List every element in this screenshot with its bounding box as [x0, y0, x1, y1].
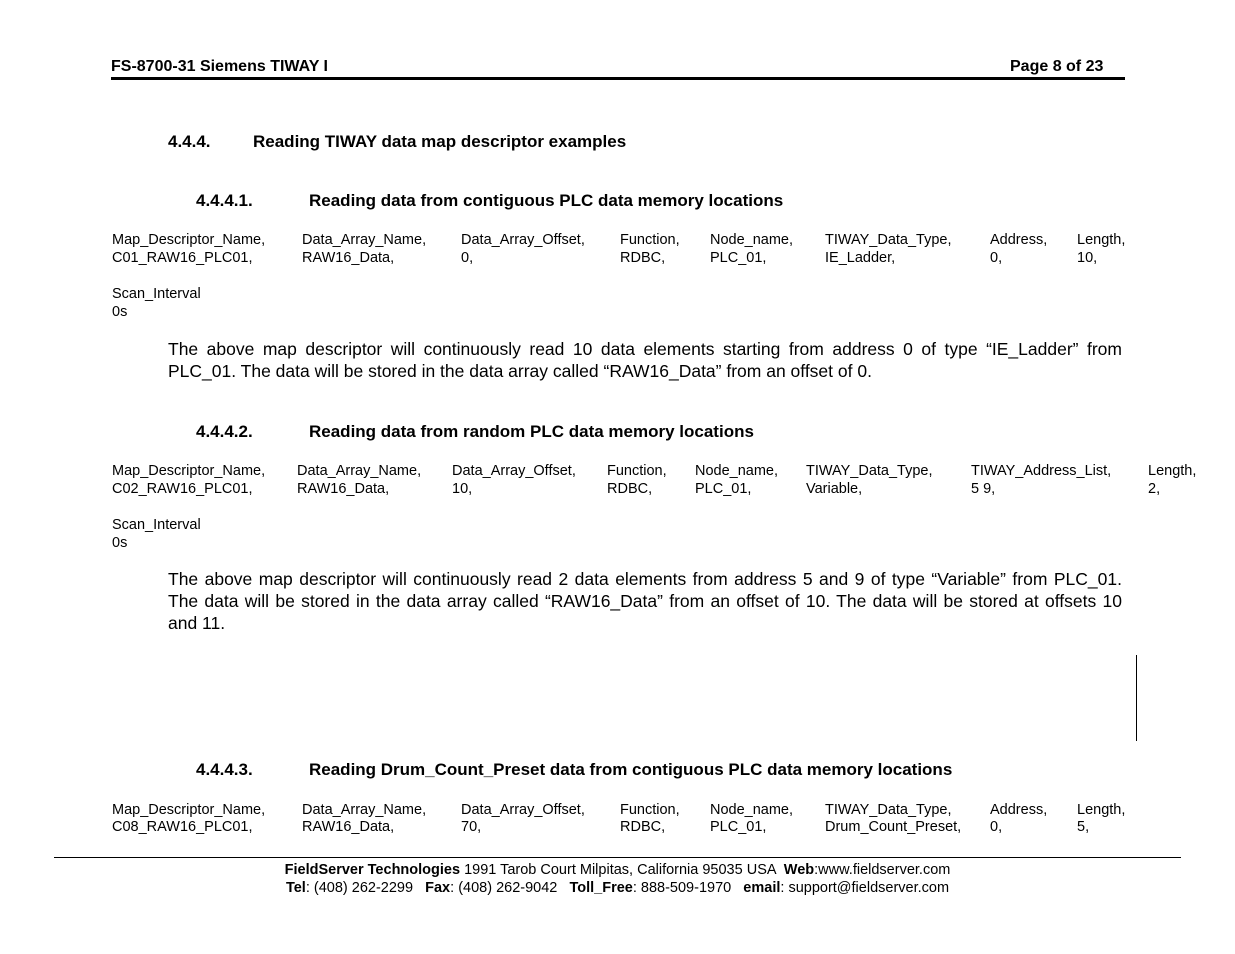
footer-line-1 — [0, 862, 1235, 878]
example-2-description: The above map descriptor will continuously read 2 data elements from address 5 and 9 of type “Variable” from PLC_01. The data will be stored in the data array called “RAW16_Data” from an offset of 10. The data will be stored at offsets 10 and 11. — [168, 569, 1122, 633]
md-field: Data_Array_Name, — [302, 232, 427, 248]
footer-tollfree-label: Toll_Free — [569, 880, 633, 896]
md-value: RDBC, — [620, 819, 666, 835]
md-field: Data_Array_Offset, — [452, 463, 576, 479]
md-value: RAW16_Data, — [302, 819, 395, 835]
md-field: Node_name, — [695, 463, 779, 479]
md-field: Function, — [607, 463, 667, 479]
md-value: 0s — [112, 535, 128, 551]
md-field: Data_Array_Offset, — [461, 232, 585, 248]
md-field: Length, — [1148, 463, 1197, 479]
md-value: PLC_01, — [710, 250, 767, 266]
md-field: Map_Descriptor_Name, — [112, 232, 266, 248]
md-value: 0, — [990, 250, 1003, 266]
example-3-number: 4.4.4.3. — [196, 760, 253, 779]
example-1-description: The above map descriptor will continuously read 10 data elements starting from address 0 of type “IE_Ladder” from PLC_01. The data will be stored in the data array called “RAW16_Data” from an offset of 0. — [168, 339, 1122, 381]
md-value: RAW16_Data, — [302, 250, 395, 266]
md-value: 5, — [1077, 819, 1090, 835]
example-2-number: 4.4.4.2. — [196, 422, 253, 441]
footer-tel: : (408) 262-2299 — [305, 880, 426, 896]
footer-line-2 — [0, 880, 1235, 896]
md-value: Variable, — [806, 481, 863, 497]
footer-tel-label: Tel — [285, 880, 306, 896]
footer-web-link[interactable]: :www.fieldserver.com — [814, 862, 951, 878]
md-value: PLC_01, — [710, 819, 767, 835]
footer-email-label: email — [743, 880, 781, 896]
md-value: 0s — [112, 304, 128, 320]
example-3-title: Reading Drum_Count_Preset data from contiguous PLC data memory locations — [309, 760, 953, 779]
md-field: TIWAY_Data_Type, — [806, 463, 933, 479]
md-value: 2, — [1148, 481, 1161, 497]
footer-address: 1991 Tarob Court Milpitas, California 95035 USA — [460, 862, 784, 878]
md-value: RAW16_Data, — [297, 481, 390, 497]
md-field: Function, — [620, 802, 680, 818]
example-2-title: Reading data from random PLC data memory locations — [309, 422, 754, 441]
page-number: Page 8 of 23 — [1010, 58, 1104, 75]
md-field: TIWAY_Address_List, — [971, 463, 1112, 479]
header-rule — [111, 77, 1125, 80]
md-field: Address, — [990, 802, 1048, 818]
md-value: RDBC, — [620, 250, 666, 266]
md-field: Map_Descriptor_Name, — [112, 463, 266, 479]
md-value: C01_RAW16_PLC01, — [112, 250, 253, 266]
md-field: Node_name, — [710, 232, 794, 248]
md-value: 5 9, — [971, 481, 996, 497]
md-field: Node_name, — [710, 802, 794, 818]
md-value: 70, — [461, 819, 482, 835]
md-field: Address, — [990, 232, 1048, 248]
md-field: TIWAY_Data_Type, — [825, 232, 952, 248]
change-bar — [1136, 655, 1137, 741]
md-value: IE_Ladder, — [825, 250, 896, 266]
section-title: Reading TIWAY data map descriptor examples — [253, 132, 627, 151]
example-1-number: 4.4.4.1. — [196, 191, 253, 210]
md-field: Data_Array_Offset, — [461, 802, 585, 818]
md-value: 0, — [461, 250, 474, 266]
footer-web-label: Web — [783, 862, 815, 878]
md-value: PLC_01, — [695, 481, 752, 497]
md-value: Drum_Count_Preset, — [825, 819, 962, 835]
md-value: C02_RAW16_PLC01, — [112, 481, 253, 497]
md-value: RDBC, — [607, 481, 653, 497]
md-field: Length, — [1077, 802, 1126, 818]
md-value: C08_RAW16_PLC01, — [112, 819, 253, 835]
md-field: Scan_Interval — [112, 286, 201, 302]
md-field: Data_Array_Name, — [302, 802, 427, 818]
footer-fax: : (408) 262-9042 — [450, 880, 570, 896]
footer-email-link[interactable]: : support@fieldserver.com — [780, 880, 950, 896]
md-value: 0, — [990, 819, 1003, 835]
footer-fax-label: Fax — [425, 880, 451, 896]
footer-rule — [54, 857, 1181, 858]
md-value: 10, — [1077, 250, 1098, 266]
section-number: 4.4.4. — [168, 132, 211, 151]
md-field: Data_Array_Name, — [297, 463, 422, 479]
md-field: TIWAY_Data_Type, — [825, 802, 952, 818]
md-field: Scan_Interval — [112, 517, 201, 533]
md-field: Function, — [620, 232, 680, 248]
md-field: Length, — [1077, 232, 1126, 248]
footer-company: FieldServer Technologies — [284, 862, 461, 878]
footer-tollfree: : 888-509-1970 — [632, 880, 744, 896]
document-title: FS-8700-31 Siemens TIWAY I — [111, 58, 328, 75]
md-value: 10, — [452, 481, 473, 497]
md-field: Map_Descriptor_Name, — [112, 802, 266, 818]
example-1-title: Reading data from contiguous PLC data memory locations — [309, 191, 784, 210]
